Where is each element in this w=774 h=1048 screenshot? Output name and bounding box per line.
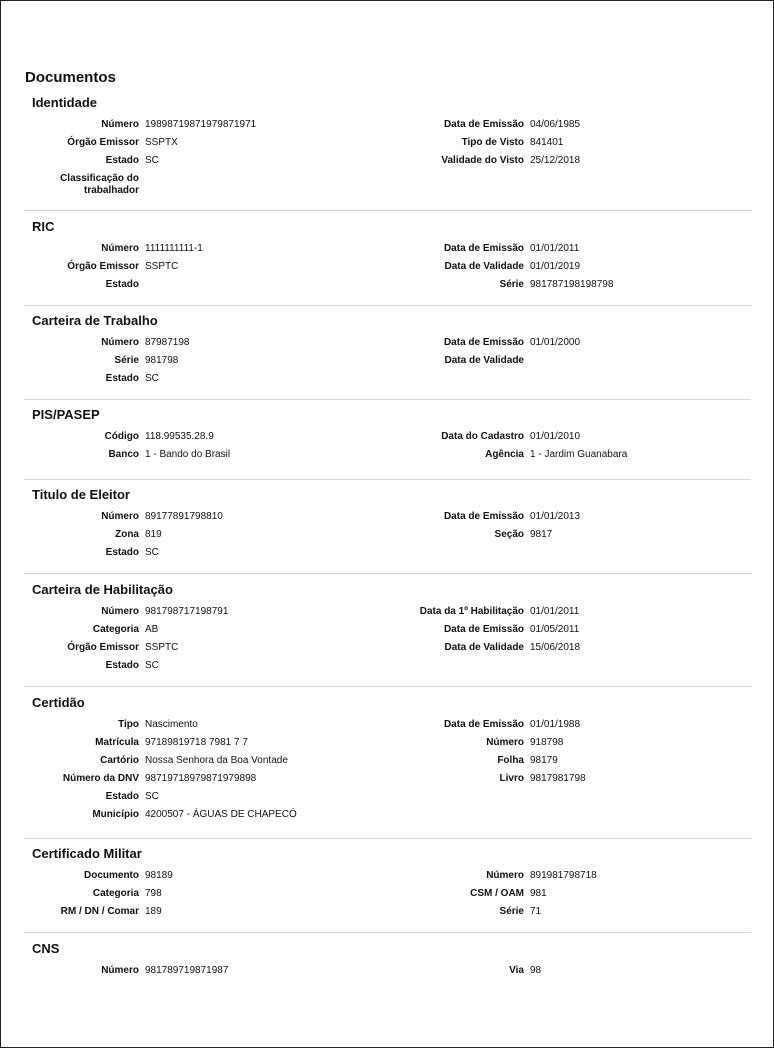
field-value: SSPTC bbox=[145, 261, 179, 272]
field-value: 189 bbox=[145, 906, 162, 917]
field-value: 981789719871987 bbox=[145, 965, 229, 976]
field-value: 01/01/2010 bbox=[530, 431, 581, 442]
field-value: 25/12/2018 bbox=[530, 155, 581, 166]
field-value: 9817981798 bbox=[530, 773, 586, 784]
field-label: Estado bbox=[105, 791, 139, 802]
field-value: 01/01/2011 bbox=[530, 606, 580, 617]
field-value: 118.99535.28.9 bbox=[145, 431, 214, 442]
field-label: Classificação do trabalhador bbox=[60, 173, 139, 196]
field-value: SC bbox=[145, 791, 159, 802]
field-label: Data da 1º Habilitação bbox=[419, 606, 524, 617]
field-value: Nascimento bbox=[145, 719, 198, 730]
field-label: Estado bbox=[105, 373, 139, 384]
section-title: Certificado Militar bbox=[32, 846, 142, 861]
field-value: SC bbox=[145, 373, 159, 384]
field-value: 981 bbox=[530, 888, 547, 899]
field-label: Cartório bbox=[100, 755, 139, 766]
field-value: SSPTC bbox=[145, 642, 179, 653]
field-label: Data de Emissão bbox=[443, 719, 524, 730]
section-divider bbox=[24, 399, 751, 400]
field-value: 981798 bbox=[145, 355, 179, 366]
field-label: Número da DNV bbox=[62, 773, 139, 784]
field-value: 98189 bbox=[145, 870, 173, 881]
field-value: SSPTX bbox=[145, 137, 178, 148]
field-value: 01/01/2011 bbox=[530, 243, 580, 254]
field-value: 97189819718 7981 7 7 bbox=[145, 737, 248, 748]
section-divider bbox=[24, 210, 751, 211]
field-label: Data de Validade bbox=[444, 642, 524, 653]
field-label: Estado bbox=[105, 547, 139, 558]
field-value: 981798717198791 bbox=[145, 606, 229, 617]
field-label: Categoria bbox=[92, 888, 139, 899]
field-value: 1 - Bando do Brasil bbox=[145, 449, 231, 460]
field-label: Documento bbox=[84, 870, 139, 881]
section-title: Titulo de Eleitor bbox=[32, 487, 130, 502]
field-value: 981787198198798 bbox=[530, 279, 614, 290]
field-label: Validade do Visto bbox=[441, 155, 524, 166]
section-divider bbox=[24, 479, 751, 480]
field-label: Número bbox=[101, 119, 139, 130]
field-label: Categoria bbox=[92, 624, 139, 635]
field-label: Série bbox=[114, 355, 139, 366]
field-label: Data de Emissão bbox=[443, 337, 524, 348]
field-label: Livro bbox=[499, 773, 524, 784]
field-label: Data de Emissão bbox=[443, 119, 524, 130]
field-label: Data de Emissão bbox=[443, 511, 524, 522]
field-value: 819 bbox=[145, 529, 162, 540]
field-value: 841401 bbox=[530, 137, 564, 148]
field-value: 891981798718 bbox=[530, 870, 597, 881]
field-value: 04/06/1985 bbox=[530, 119, 581, 130]
section-title: Certidão bbox=[32, 695, 85, 710]
field-label: Estado bbox=[105, 660, 139, 671]
field-label: Folha bbox=[497, 755, 524, 766]
section-divider bbox=[24, 686, 751, 687]
section-title: Identidade bbox=[32, 95, 98, 110]
field-value: 15/06/2018 bbox=[530, 642, 581, 653]
field-label: Número bbox=[101, 243, 139, 254]
field-label: Série bbox=[499, 906, 524, 917]
section-title: RIC bbox=[32, 219, 55, 234]
field-value: 01/01/2019 bbox=[530, 261, 581, 272]
field-label: RM / DN / Comar bbox=[60, 906, 139, 917]
field-label: Município bbox=[92, 809, 139, 820]
field-label: Órgão Emissor bbox=[67, 261, 139, 272]
field-label: CSM / OAM bbox=[470, 888, 524, 899]
field-label: Estado bbox=[105, 155, 139, 166]
field-value: SC bbox=[145, 547, 159, 558]
field-value: SC bbox=[145, 155, 159, 166]
field-label: Tipo de Visto bbox=[461, 137, 524, 148]
field-label: Número bbox=[486, 737, 524, 748]
field-label: Órgão Emissor bbox=[67, 642, 139, 653]
section-divider bbox=[24, 573, 751, 574]
field-label: Código bbox=[104, 431, 139, 442]
field-value: 87987198 bbox=[145, 337, 190, 348]
field-label: Banco bbox=[108, 449, 139, 460]
field-value: AB bbox=[145, 624, 159, 635]
field-label: Tipo bbox=[118, 719, 139, 730]
field-label: Data de Emissão bbox=[443, 243, 524, 254]
field-value: 01/01/2000 bbox=[530, 337, 581, 348]
field-label: Via bbox=[509, 965, 524, 976]
field-label: Número bbox=[486, 870, 524, 881]
field-value: 798 bbox=[145, 888, 162, 899]
field-label: Data do Cadastro bbox=[441, 431, 524, 442]
field-value: 9817 bbox=[530, 529, 553, 540]
field-label: Data de Validade bbox=[444, 261, 524, 272]
field-value: 71 bbox=[530, 906, 542, 917]
field-value: 19898719871979871971 bbox=[145, 119, 257, 130]
field-label: Número bbox=[101, 606, 139, 617]
field-value: 4200507 - ÁGUAS DE CHAPECÓ bbox=[145, 809, 297, 820]
section-title: PIS/PASEP bbox=[32, 407, 100, 422]
field-label: Número bbox=[101, 511, 139, 522]
field-value: 01/05/2011 bbox=[530, 624, 580, 635]
section-divider bbox=[24, 838, 751, 839]
field-label: Data de Emissão bbox=[443, 624, 524, 635]
field-value: 01/01/1988 bbox=[530, 719, 581, 730]
field-label: Estado bbox=[105, 279, 139, 290]
field-value: SC bbox=[145, 660, 159, 671]
section-divider bbox=[24, 932, 751, 933]
field-value: 918798 bbox=[530, 737, 564, 748]
field-label: Agência bbox=[485, 449, 524, 460]
field-value: 98179 bbox=[530, 755, 558, 766]
section-divider bbox=[24, 305, 751, 306]
section-title: Carteira de Trabalho bbox=[32, 313, 158, 328]
field-value: 1111111111-1 bbox=[145, 243, 203, 254]
field-value: 89177891798810 bbox=[145, 511, 223, 522]
page-title: Documentos bbox=[25, 69, 116, 86]
field-label: Data de Validade bbox=[444, 355, 524, 366]
field-value: 98719718979871979898 bbox=[145, 773, 257, 784]
field-label: Órgão Emissor bbox=[67, 137, 139, 148]
field-label: Zona bbox=[115, 529, 139, 540]
field-label: Número bbox=[101, 337, 139, 348]
field-value: 01/01/2013 bbox=[530, 511, 581, 522]
field-value: 1 - Jardim Guanabara bbox=[530, 449, 628, 460]
section-title: Carteira de Habilitação bbox=[32, 582, 173, 597]
field-label: Número bbox=[101, 965, 139, 976]
field-label: Série bbox=[499, 279, 524, 290]
section-title: CNS bbox=[32, 941, 60, 956]
field-value: 98 bbox=[530, 965, 542, 976]
field-value: Nossa Senhora da Boa Vontade bbox=[145, 755, 288, 766]
field-label: Seção bbox=[494, 529, 524, 540]
field-label: Matrícula bbox=[95, 737, 139, 748]
